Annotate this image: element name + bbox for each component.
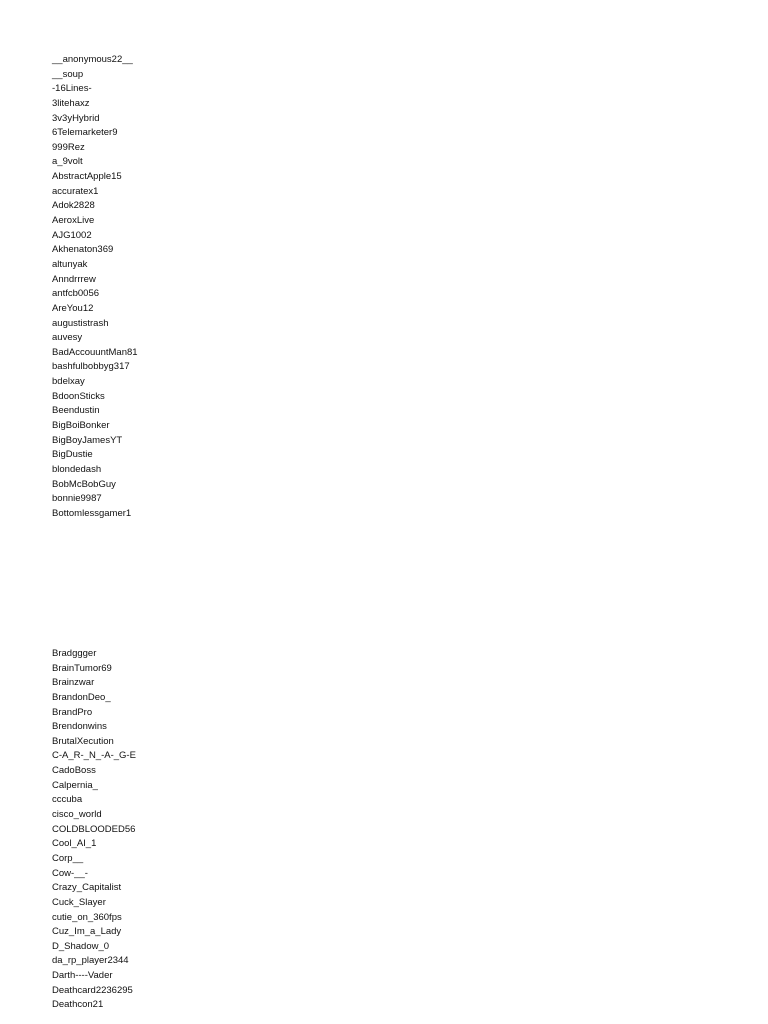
username-entry: Brendonwins <box>52 721 107 733</box>
username-entry: __soup <box>52 68 84 80</box>
username-entry: da_rp_player2344 <box>52 955 129 967</box>
username-entry: 3v3yHybrid <box>52 112 100 124</box>
username-entry: Cuck_Slayer <box>52 896 106 908</box>
username-entry: COLDBLOODED56 <box>52 823 136 835</box>
username-entry: __anonymous22__ <box>52 54 133 65</box>
username-entry: Cuz_Im_a_Lady <box>52 926 122 938</box>
username-entry: AbstractApple15 <box>52 171 122 183</box>
username-entry: bonnie9987 <box>52 493 102 505</box>
username-entry: a_9volt <box>52 156 83 168</box>
username-entry: BadAccouuntMan81 <box>52 346 138 358</box>
username-list-top <box>52 53 138 522</box>
username-entry: CadoBoss <box>52 765 96 777</box>
username-entry: Darth----Vader <box>52 970 113 982</box>
username-entry: C-A_R-_N_-A-_G-E <box>52 750 136 762</box>
username-entry: Bradggger <box>52 648 97 659</box>
username-entry: BrandPro <box>52 706 93 718</box>
username-entry: auvesy <box>52 332 83 344</box>
username-entry: AJG1002 <box>52 229 92 241</box>
username-entry: Cool_AI_1 <box>52 838 97 850</box>
username-entry: accuratex1 <box>52 185 99 197</box>
username-entry: Deathcon21 <box>52 999 104 1011</box>
username-entry: Beendustin <box>52 405 100 417</box>
username-entry: blondedash <box>52 463 102 475</box>
username-entry: 3litehaxz <box>52 97 90 109</box>
username-entry: cisco_world <box>52 809 102 821</box>
username-entry: BobMcBobGuy <box>52 478 116 490</box>
username-entry: Brainzwar <box>52 677 95 689</box>
username-entry: 6Telemarketer9 <box>52 127 118 139</box>
username-entry: BdoonSticks <box>52 390 105 402</box>
username-entry: AeroxLive <box>52 215 95 227</box>
username-list-bottom <box>52 647 136 1013</box>
username-entry: BrutalXecution <box>52 735 114 747</box>
username-entry: BrainTumor69 <box>52 662 112 674</box>
username-entry: cutie_on_360fps <box>52 911 122 923</box>
username-entry: cccuba <box>52 794 83 806</box>
username-entry: BigBoiBonker <box>52 420 110 432</box>
username-entry: bashfulbobbyg317 <box>52 361 130 373</box>
username-entry: Cow-__- <box>52 867 88 879</box>
username-entry: BigDustie <box>52 449 93 461</box>
username-entry: Corp__ <box>52 852 84 864</box>
username-entry: Calpernia_ <box>52 779 98 791</box>
username-entry: altunyak <box>52 258 88 270</box>
username-entry: bdelxay <box>52 376 85 388</box>
username-entry: augustistrash <box>52 317 109 329</box>
username-entry: -16Lines- <box>52 83 92 95</box>
username-entry: BrandonDeo_ <box>52 691 111 703</box>
username-entry: 999Rez <box>52 141 85 153</box>
username-entry: Bottomlessgamer1 <box>52 507 132 519</box>
username-entry: Akhenaton369 <box>52 244 114 256</box>
username-entry: BigBoyJamesYT <box>52 434 123 446</box>
username-entry: Anndrrrew <box>52 273 96 285</box>
username-entry: antfcb0056 <box>52 288 100 300</box>
username-entry: AreYou12 <box>52 302 94 314</box>
username-entry: D_Shadow_0 <box>52 940 110 952</box>
username-entry: Deathcard2236295 <box>52 984 133 996</box>
username-entry: Adok2828 <box>52 200 95 212</box>
username-entry: Crazy_Capitalist <box>52 882 122 894</box>
